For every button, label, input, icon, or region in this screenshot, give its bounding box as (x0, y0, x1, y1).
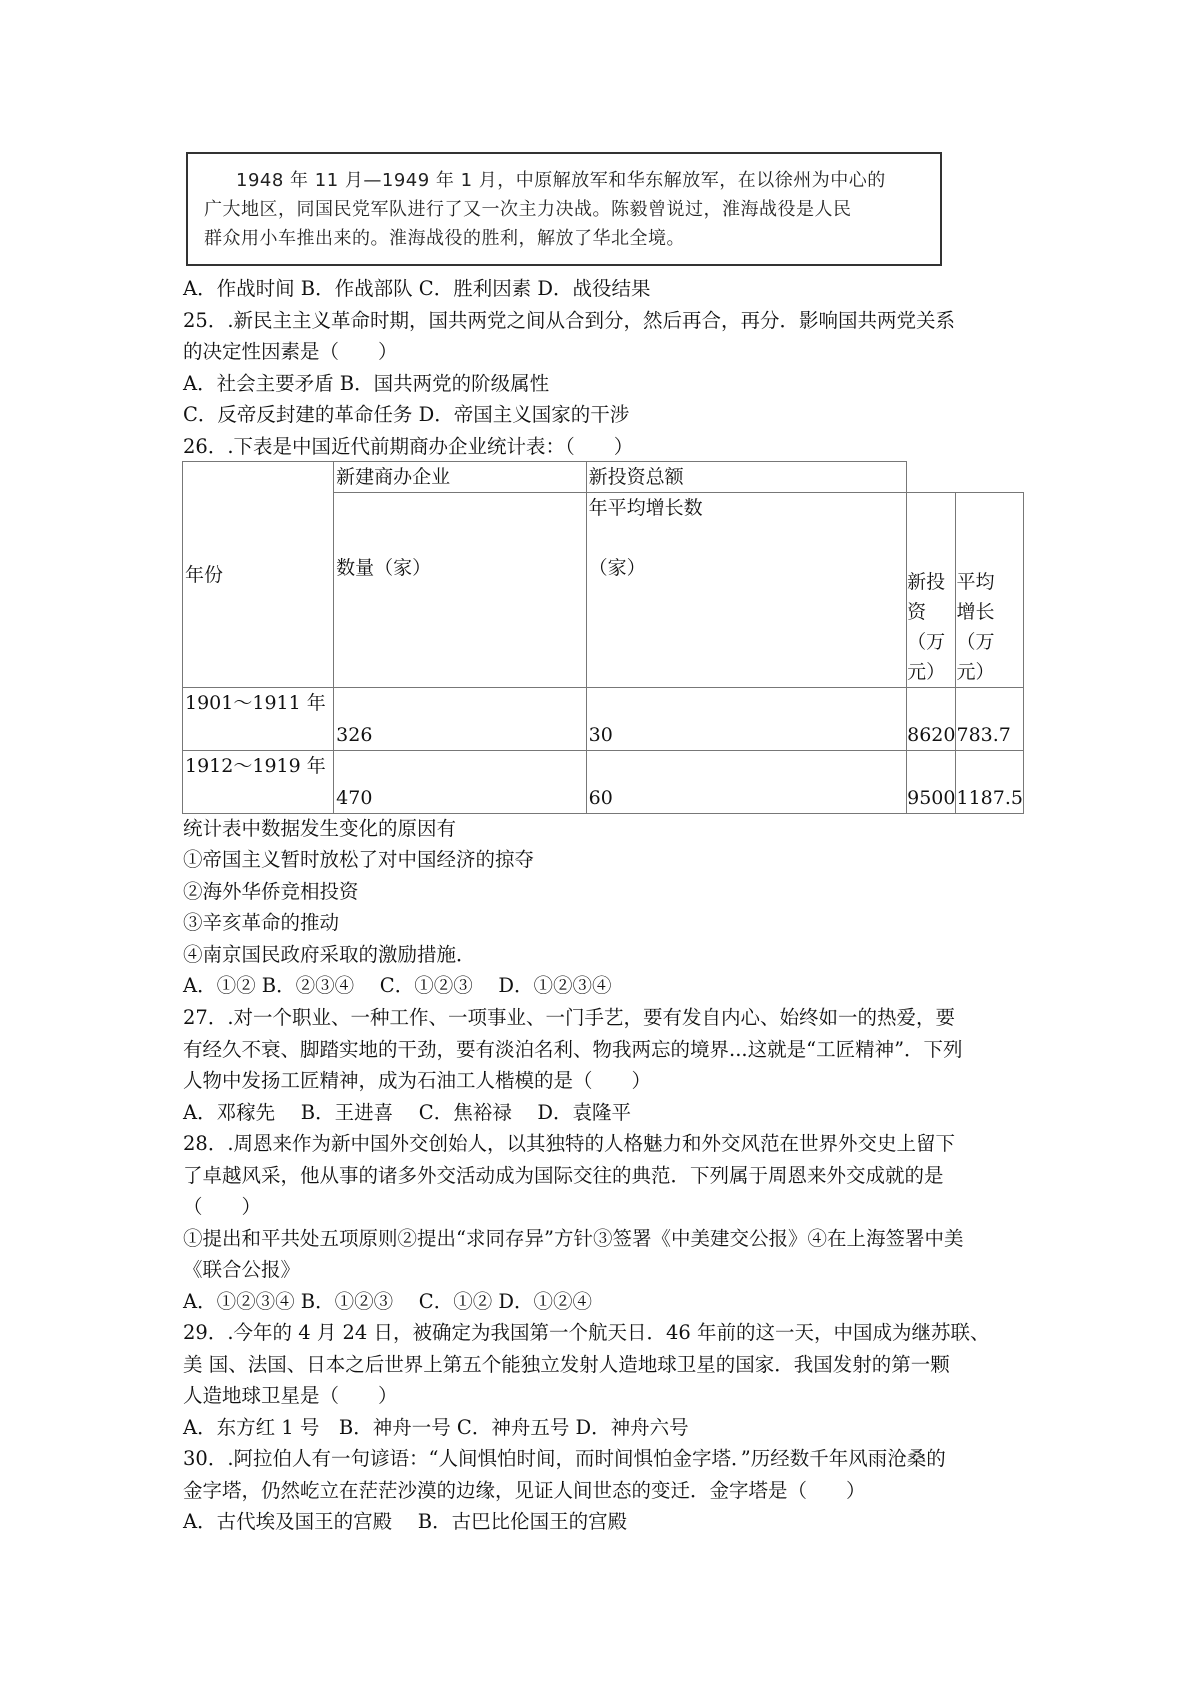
enterprise-stats-table (182, 461, 1024, 814)
q26-item-4: ④南京国民政府采取的激励措施． (183, 943, 476, 966)
row1-year: 1901～1911 年 (185, 692, 326, 714)
table-header-row-1 (183, 462, 1024, 493)
q26-item-2: ②海外华侨竞相投资 (183, 880, 359, 903)
q26-item-1: ①帝国主义暂时放松了对中国经济的掠夺 (183, 848, 535, 871)
year-header-cell (183, 462, 334, 688)
row1-growth-cell (956, 688, 1024, 751)
row2-growth-cell (956, 751, 1024, 814)
row1-growth: 783.7 (956, 724, 1011, 746)
new-invest-header-cell (907, 493, 956, 688)
row2-count: 470 (336, 787, 373, 809)
quote-line-2: 广大地区，同国民党军队进行了又一次主力决战。陈毅曾说过，淮海战役是人民 (204, 199, 852, 220)
q30-stem-line-1: 30．.阿拉伯人有一句谚语：“人间惧怕时间，而时间惧怕金字塔．”历经数千年风雨沧桑的 (183, 1447, 946, 1470)
table-row (183, 688, 1024, 751)
year-header: 年份 (185, 563, 224, 586)
q29-stem-line-1: 29．.今年的 4 月 24 日，被确定为我国第一个航天日．46 年前的这一天，中国成为继苏联、 (183, 1321, 990, 1344)
avg-growth-header-1: 年平均增长数 (588, 497, 703, 519)
material-quote-box (186, 152, 942, 266)
q28-stem-line-1: 28．.周恩来作为新中国外交创始人，以其独特的人格魅力和外交风范在世界外交史上留下 (183, 1132, 956, 1155)
row1-avg: 30 (588, 724, 613, 746)
avg-invest-header-cell (956, 493, 1024, 688)
q25-stem-line-2: 的决定性因素是（ ） (183, 340, 398, 363)
q26-options: A．①② B．②③④ C．①②③ D．①②③④ (183, 974, 612, 997)
row2-growth: 1187.5 (956, 787, 1023, 809)
group1-header: 新建商办企业 (336, 466, 451, 488)
avg-growth-header-2: （家） (588, 557, 646, 579)
count-header-cell (334, 493, 586, 688)
q25-stem-line-1: 25．.新民主主义革命时期，国共两党之间从合到分，然后再合，再分．影响国共两党关系 (183, 309, 956, 332)
q28-stem-line-3: （ ） (183, 1195, 262, 1218)
row2-avg-cell (586, 751, 907, 814)
q27-stem-line-1: 27．.对一个职业、一种工作、一项事业、一门手艺，要有发自内心、始终如一的热爱，要 (183, 1006, 956, 1029)
row1-year-cell (183, 688, 334, 751)
q24-options: A．作战时间 B．作战部队 C．胜利因素 D．战役结果 (183, 277, 651, 300)
q28-items-line-1: ①提出和平共处五项原则②提出“求同存异”方针③签署《中美建交公报》④在上海签署中美 (183, 1227, 964, 1250)
avg-growth-header-cell (586, 493, 907, 688)
row1-invest-cell (907, 688, 956, 751)
q26-stem: 26．.下表是中国近代前期商办企业统计表：（ ） (183, 435, 634, 458)
group1-header-cell (334, 462, 586, 493)
q27-stem-line-3: 人物中发扬工匠精神，成为石油工人楷模的是（ ） (183, 1069, 652, 1092)
row1-invest: 8620 (907, 724, 956, 746)
q28-stem-line-2: 了卓越风采，他从事的诸多外交活动成为国际交往的典范．下列属于周恩来外交成就的是 (183, 1164, 944, 1187)
q30-stem-line-2: 金字塔，仍然屹立在茫茫沙漠的边缘，见证人间世态的变迁．金字塔是（ ） (183, 1479, 866, 1502)
row1-count-cell (334, 688, 586, 751)
count-header: 数量（家） (336, 557, 432, 579)
q29-options: A．东方红 1 号 B．神舟一号 C．神舟五号 D．神舟六号 (183, 1416, 689, 1439)
row2-count-cell (334, 751, 586, 814)
row2-avg: 60 (588, 787, 613, 809)
q29-stem-line-3: 人造地球卫星是（ ） (183, 1384, 398, 1407)
group2-header: 新投资总额 (588, 466, 684, 488)
group2-header-cell (586, 462, 907, 493)
q28-options: A．①②③④ B．①②③ C．①② D．①②④ (183, 1290, 593, 1313)
new-invest-header: 新投资（万元） (907, 571, 946, 683)
table-row (183, 751, 1024, 814)
row1-count: 326 (336, 724, 373, 746)
row2-year: 1912～1919 年 (185, 755, 326, 777)
quote-line-1: 1948 年 11 月—1949 年 1 月，中原解放军和华东解放军，在以徐州为中心的 (236, 170, 886, 191)
q26-after-text: 统计表中数据发生变化的原因有 (183, 817, 457, 840)
q30-options: A．古代埃及国王的宫殿 B．古巴比伦国王的宫殿 (183, 1510, 628, 1533)
q27-options: A．邓稼先 B．王进喜 C．焦裕禄 D．袁隆平 (183, 1101, 632, 1124)
q25-options-line-1: A．社会主要矛盾 B．国共两党的阶级属性 (183, 372, 550, 395)
row2-invest-cell (907, 751, 956, 814)
q25-options-line-2: C．反帝反封建的革命任务 D．帝国主义国家的干涉 (183, 403, 630, 426)
q26-item-3: ③辛亥革命的推动 (183, 911, 340, 934)
row2-year-cell (183, 751, 334, 814)
header-empty-cell (907, 462, 1024, 493)
row1-avg-cell (586, 688, 907, 751)
row2-invest: 9500 (907, 787, 956, 809)
avg-invest-header: 平均增长（万元） (956, 571, 995, 683)
q27-stem-line-2: 有经久不衰、脚踏实地的干劲，要有淡泊名利、物我两忘的境界...这就是“工匠精神”．下列 (183, 1038, 963, 1061)
quote-line-3: 群众用小车推出来的。淮海战役的胜利，解放了华北全境。 (204, 228, 685, 249)
q28-items-line-2: 《联合公报》 (183, 1258, 301, 1281)
q29-stem-line-2: 美 国、法国、日本之后世界上第五个能独立发射人造地球卫星的国家．我国发射的第一颗 (183, 1353, 950, 1376)
